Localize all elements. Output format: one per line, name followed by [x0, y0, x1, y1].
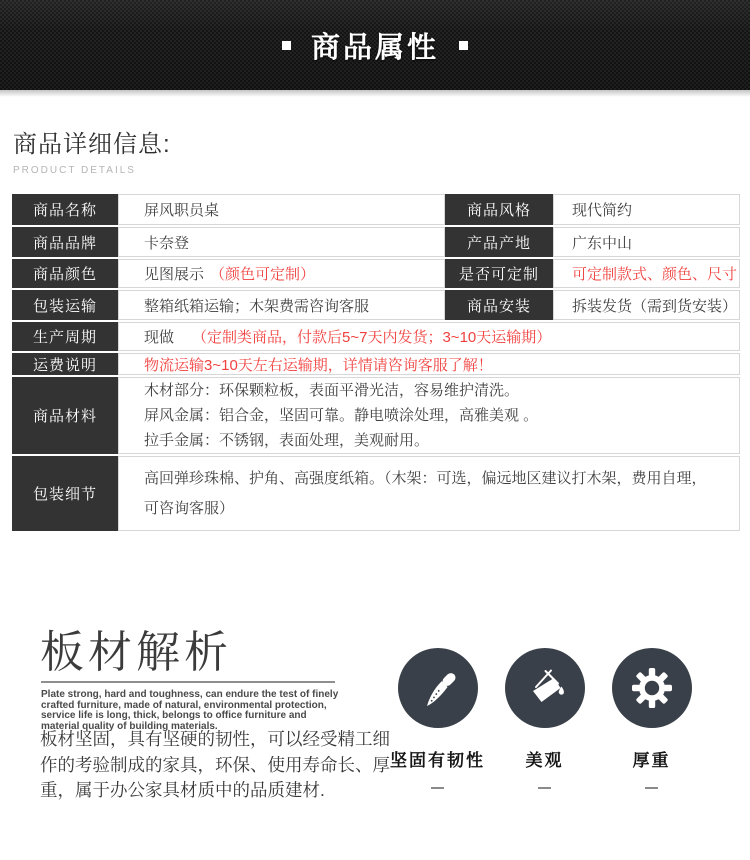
row-value-red: 可定制款式、颜色、尺寸: [553, 259, 740, 288]
row-value: 广东中山: [553, 227, 740, 257]
row-value: 卡奈登: [118, 227, 445, 257]
value-text-red: （定制类商品，付款后5~7天内发货；3~10天运输期）: [192, 329, 552, 346]
row-value: 拆装发货（需到货安装）: [553, 290, 740, 320]
value-text: 见图展示: [144, 266, 205, 283]
row-value: [118, 259, 445, 288]
banner-shadow: [0, 90, 750, 97]
square-bullet-icon: [459, 41, 468, 50]
square-bullet-icon: [282, 41, 291, 50]
row-value: 屏风职员桌: [118, 194, 445, 225]
table-row: [12, 322, 740, 351]
table-row: [12, 290, 740, 320]
paint-bucket-icon: [505, 648, 585, 728]
row-value: 整箱纸箱运输；木架费需咨询客服: [118, 290, 445, 320]
table-row: [12, 227, 740, 257]
row-label: 商品安装: [445, 290, 553, 320]
feature-list: [384, 648, 705, 789]
dash-icon: [431, 787, 444, 789]
banner-title: 商品属性: [310, 31, 439, 64]
board-description-en: Plate strong, hard and toughness, can endure the test of finely crafted furniture, made of natural, environmental protection, service life is long, thick, belongs to office furniture and material quality of building materials.: [41, 689, 339, 732]
feature-label: 厚重: [632, 751, 671, 770]
table-row: [12, 259, 740, 288]
table-row: [12, 456, 740, 531]
packing-line: 高回弹珍珠棉、护角、高强度纸箱。（木架：可选，偏远地区建议打木架，费用自理，: [144, 469, 707, 487]
banner: [0, 0, 750, 90]
feature-label: 美观: [525, 751, 564, 770]
dash-icon: [645, 787, 658, 789]
dash-icon: [538, 787, 551, 789]
packing-line: 可咨询客服）: [144, 499, 235, 517]
row-value-red: 物流运输3~10天左右运输期，详情请咨询客服了解！: [118, 353, 740, 375]
value-text-red: （颜色可定制）: [210, 266, 316, 283]
row-label: 商品颜色: [12, 259, 118, 288]
section-title: 商品详细信息:: [13, 131, 171, 158]
row-value: [118, 322, 740, 351]
board-section-title: 板材解析: [40, 628, 232, 677]
feature-thickness: [598, 648, 705, 789]
row-value: 现代简约: [553, 194, 740, 225]
divider: [41, 681, 335, 683]
row-value-multiline: [118, 456, 740, 531]
banner-title-group: [282, 25, 468, 66]
row-label: 商品品牌: [12, 227, 118, 257]
row-label: 商品名称: [12, 194, 118, 225]
spec-table: [12, 194, 740, 533]
board-description-cn: 板材坚固，具有坚硬的韧性，可以经受精工细作的考验制成的家具，环保、使用寿命长、厚重，属于办公家具材质中的品质建材.: [40, 729, 390, 800]
row-label: 运费说明: [12, 353, 118, 375]
section-subtitle: PRODUCT DETAILS: [13, 165, 136, 176]
row-label: 商品风格: [445, 194, 553, 225]
gear-icon: [612, 648, 692, 728]
row-label: 生产周期: [12, 322, 118, 351]
knife-icon: [398, 648, 478, 728]
feature-label: 坚固有韧性: [390, 751, 485, 770]
table-row: [12, 194, 740, 225]
section-header: [13, 124, 171, 176]
row-label: 包装细节: [12, 456, 118, 531]
table-row: [12, 353, 740, 375]
feature-beauty: [491, 648, 598, 789]
table-row: [12, 377, 740, 454]
feature-durability: [384, 648, 491, 789]
material-line: 拉手金属：不锈钢，表面处理，美观耐用。: [144, 432, 430, 449]
row-label: 产品产地: [445, 227, 553, 257]
row-label: 包装运输: [12, 290, 118, 320]
value-text: 现做: [144, 329, 175, 346]
material-line: 屏风金属：铝合金，坚固可靠。静电喷涂处理，高雅美观 。: [144, 407, 539, 424]
row-label: 商品材料: [12, 377, 118, 454]
material-line: 木材部分：环保颗粒板，表面平滑光洁，容易维护清洗。: [144, 382, 520, 399]
row-value-multiline: [118, 377, 740, 454]
row-label: 是否可定制: [445, 259, 553, 288]
